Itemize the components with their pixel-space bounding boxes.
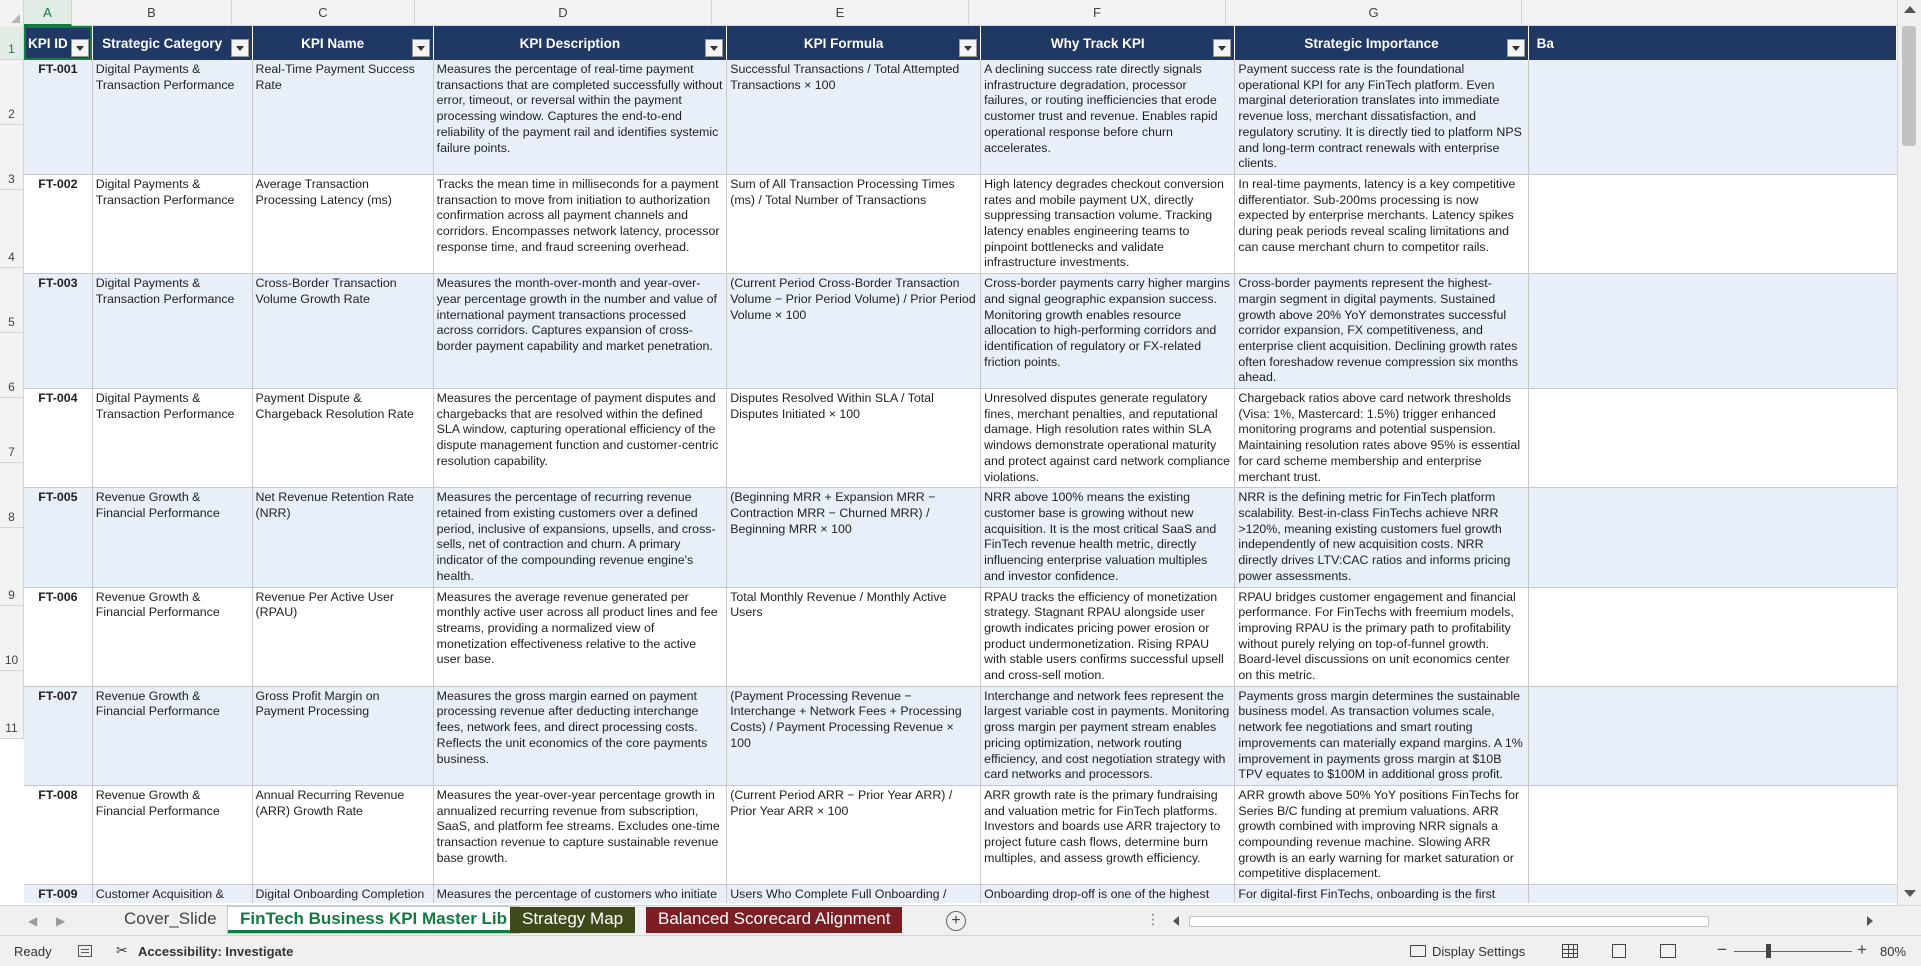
partial-cell[interactable] xyxy=(1528,587,1896,686)
sheet-tab-cover-slide[interactable]: Cover_Slide xyxy=(112,907,230,933)
why-cell[interactable]: Onboarding drop-off is one of the highest xyxy=(981,885,1235,903)
kpi-name-cell[interactable]: Average Transaction Processing Latency (ms) xyxy=(252,174,433,273)
filter-dropdown-icon[interactable] xyxy=(412,39,430,57)
macro-icon[interactable] xyxy=(78,945,92,957)
table-row xyxy=(24,488,1897,587)
description-cell[interactable]: Measures the gross margin earned on payment processing revenue after deducting interchange fees, network fees, and direct processing costs. Reflects the unit economics of the core payments business. xyxy=(433,686,727,785)
header-kpi-description[interactable]: KPI Description xyxy=(433,26,727,60)
formula-cell[interactable]: Total Monthly Revenue / Monthly Active Users xyxy=(727,587,981,686)
category-cell[interactable]: Digital Payments & Transaction Performance xyxy=(92,274,252,389)
importance-cell[interactable]: ARR growth above 50% YoY positions FinTechs for Series B/C funding at premium valuations. ARR growth combined with improving NRR signals a compounding revenue machine. Slowing ARR growth is an early warning for market saturation or competitive displacement. xyxy=(1235,785,1528,884)
kpi-table xyxy=(24,26,1897,903)
category-cell[interactable]: Digital Payments & Transaction Performance xyxy=(92,60,252,174)
why-cell[interactable]: NRR above 100% means the existing customer base is growing without new acquisition. It is the most critical SaaS and FinTech revenue health metric, directly influencing enterprise valuation multiples and investor confidence. xyxy=(981,488,1235,587)
kpi-id-cell[interactable]: FT-006 xyxy=(24,587,92,686)
why-cell[interactable]: Cross-border payments carry higher margins and signal geographic expansion success. Monitoring growth enables resource allocation to high-performing corridors and identification of regulatory or FX-related friction points. xyxy=(981,274,1235,389)
column-letter-f[interactable]: F xyxy=(969,0,1226,26)
row-number[interactable]: 10 xyxy=(0,606,24,671)
column-letter-e[interactable]: E xyxy=(712,0,969,26)
worksheet-grid xyxy=(24,26,1897,903)
header-partial-column[interactable]: Ba xyxy=(1528,26,1896,60)
scroll-up-icon[interactable] xyxy=(1904,6,1916,13)
sheet-tab-kpi-master-lib[interactable]: FinTech Business KPI Master Lib xyxy=(228,907,519,933)
header-strategic-importance[interactable]: Strategic Importance xyxy=(1235,26,1528,60)
zoom-out-button[interactable]: − xyxy=(1717,940,1727,959)
scroll-right-icon[interactable] xyxy=(1867,916,1873,926)
partial-cell[interactable] xyxy=(1528,686,1896,785)
row-number[interactable]: 2 xyxy=(0,60,24,125)
tab-splitter-icon[interactable]: ⋮ xyxy=(1146,911,1160,927)
row-number[interactable]: 4 xyxy=(0,190,24,268)
row-number[interactable]: 7 xyxy=(0,398,24,463)
kpi-id-cell[interactable]: FT-002 xyxy=(24,174,92,273)
formula-cell[interactable]: (Payment Processing Revenue − Interchange + Network Fees + Processing Costs) / Payment Processing Revenue × 100 xyxy=(727,686,981,785)
category-cell[interactable]: Revenue Growth & Financial Performance xyxy=(92,488,252,587)
add-sheet-icon[interactable]: + xyxy=(946,911,966,931)
importance-cell[interactable]: For digital-first FinTechs, onboarding is the first xyxy=(1235,885,1528,903)
kpi-id-cell[interactable]: FT-008 xyxy=(24,785,92,884)
why-cell[interactable]: High latency degrades checkout conversion rates and mobile payment UX, directly suppressing transaction volume. Tracking latency enables engineering teams to pinpoint bottlenecks and validate infrastructure investments. xyxy=(981,174,1235,273)
partial-cell[interactable] xyxy=(1528,488,1896,587)
kpi-id-cell[interactable]: FT-003 xyxy=(24,274,92,389)
sheet-tab-balanced-scorecard[interactable]: Balanced Scorecard Alignment xyxy=(646,907,902,933)
column-letter-c[interactable]: C xyxy=(232,0,415,26)
importance-cell[interactable]: Payment success rate is the foundational operational KPI for any FinTech platform. Even marginal deterioration translates into immediate revenue loss, merchant dissatisfaction, and regulatory scrutiny. It is directly tied to platform NPS and long-term contract renewals with enterprise clients. xyxy=(1235,60,1528,174)
kpi-name-cell[interactable]: Annual Recurring Revenue (ARR) Growth Rate xyxy=(252,785,433,884)
page-layout-icon[interactable] xyxy=(1612,944,1626,958)
category-cell[interactable]: Customer Acquisition & xyxy=(92,885,252,903)
select-all-corner[interactable] xyxy=(0,0,24,26)
why-cell[interactable]: ARR growth rate is the primary fundraising and valuation metric for FinTech platforms. Investors and boards use ARR trajectory to project future cash flows, determine burn multiples, and assess growth efficiency. xyxy=(981,785,1235,884)
header-strategic-category[interactable]: Strategic Category xyxy=(92,26,252,60)
description-cell[interactable]: Measures the percentage of payment disputes and chargebacks that are resolved within the defined SLA window, capturing operational efficiency of the dispute management function and customer-centric resolution capability. xyxy=(433,389,727,488)
row-number[interactable]: 9 xyxy=(0,528,24,606)
kpi-name-cell[interactable]: Net Revenue Retention Rate (NRR) xyxy=(252,488,433,587)
partial-cell[interactable] xyxy=(1528,60,1896,174)
row-number[interactable]: 8 xyxy=(0,463,24,528)
table-row xyxy=(24,174,1897,273)
kpi-name-cell[interactable]: Cross-Border Transaction Volume Growth Rate xyxy=(252,274,433,389)
kpi-name-cell[interactable]: Payment Dispute & Chargeback Resolution Rate xyxy=(252,389,433,488)
row-number[interactable]: 5 xyxy=(0,268,24,333)
row-number[interactable]: 3 xyxy=(0,125,24,190)
scroll-left-icon[interactable] xyxy=(1173,916,1179,926)
category-cell[interactable]: Revenue Growth & Financial Performance xyxy=(92,686,252,785)
table-row xyxy=(24,686,1897,785)
column-letter-b[interactable]: B xyxy=(72,0,232,26)
partial-cell[interactable] xyxy=(1528,274,1896,389)
filter-dropdown-icon[interactable] xyxy=(705,39,723,57)
description-cell[interactable]: Measures the average revenue generated per monthly active user across all product lines and fee streams, providing a normalized view of monetization effectiveness relative to the active user base. xyxy=(433,587,727,686)
filter-dropdown-icon[interactable] xyxy=(1507,39,1525,57)
formula-cell[interactable]: (Current Period Cross-Border Transaction Volume − Prior Period Volume) / Prior Period Volume × 100 xyxy=(727,274,981,389)
column-letter-a[interactable]: A xyxy=(24,0,72,26)
description-cell[interactable]: Tracks the mean time in milliseconds for a payment transaction to move from initiation to authorization confirmation across all payment channels and corridors. Encompasses network latency, processor response time, and fraud screening overhead. xyxy=(433,174,727,273)
table-row xyxy=(24,274,1897,389)
formula-cell[interactable]: (Beginning MRR + Expansion MRR − Contraction MRR − Churned MRR) / Beginning MRR × 100 xyxy=(727,488,981,587)
vertical-scrollbar[interactable] xyxy=(1897,0,1921,905)
column-header-strip xyxy=(0,0,1921,26)
row-number[interactable]: 6 xyxy=(0,333,24,398)
zoom-slider[interactable] xyxy=(1734,951,1852,952)
accessibility-status[interactable]: Accessibility: Investigate xyxy=(138,944,294,959)
column-letter-g[interactable]: G xyxy=(1226,0,1522,26)
row-number-1[interactable]: 1 xyxy=(0,26,24,60)
filter-dropdown-icon[interactable] xyxy=(71,39,89,57)
table-row xyxy=(24,60,1897,174)
kpi-id-cell[interactable]: FT-001 xyxy=(24,60,92,174)
table-row xyxy=(24,785,1897,884)
header-kpi-name[interactable]: KPI Name xyxy=(252,26,433,60)
header-kpi-id[interactable]: KPI ID xyxy=(24,26,92,60)
table-row xyxy=(24,587,1897,686)
column-letter-d[interactable]: D xyxy=(415,0,712,26)
importance-cell[interactable]: Cross-border payments represent the highest-margin segment in digital payments. Sustained growth above 20% YoY demonstrates successful corridor expansion, FX competitiveness, and enterprise client acquisition. Declining growth rates often foreshadow revenue compression six months ahead. xyxy=(1235,274,1528,389)
sheet-tab-bar xyxy=(0,905,1921,935)
formula-cell[interactable]: Disputes Resolved Within SLA / Total Disputes Initiated × 100 xyxy=(727,389,981,488)
display-settings-button[interactable]: Display Settings xyxy=(1432,944,1526,959)
importance-cell[interactable]: In real-time payments, latency is a key competitive differentiator. Sub-200ms processing is now expected by enterprise merchants. Latency spikes during peak periods reveal scaling limitations and can cause merchant churn to competitor rails. xyxy=(1235,174,1528,273)
importance-cell[interactable]: Payments gross margin determines the sustainable business model. As transaction volumes scale, network fee negotiations and smart routing improvements can materially expand margins. A 1% improvement in payments gross margin at $10B TPV equates to $100M in additional gross profit. xyxy=(1235,686,1528,785)
formula-cell[interactable]: Sum of All Transaction Processing Times (ms) / Total Number of Transactions xyxy=(727,174,981,273)
filter-dropdown-icon[interactable] xyxy=(959,39,977,57)
row-number[interactable]: 11 xyxy=(0,671,24,739)
formula-cell[interactable]: (Current Period ARR − Prior Year ARR) / Prior Year ARR × 100 xyxy=(727,785,981,884)
scroll-down-icon[interactable] xyxy=(1904,890,1916,897)
status-bar xyxy=(0,935,1921,966)
next-sheet-icon[interactable]: ▶ xyxy=(56,914,66,928)
importance-cell[interactable]: Chargeback ratios above card network thresholds (Visa: 1%, Mastercard: 1.5%) trigger enhanced monitoring programs and potential suspension. Maintaining resolution rates above 95% is essential for card scheme membership and enterprise merchant trust. xyxy=(1235,389,1528,488)
why-cell[interactable]: A declining success rate directly signals infrastructure degradation, processor failures, or routing inefficiencies that erode customer trust and revenue. Enables rapid operational response before churn accelerates. xyxy=(981,60,1235,174)
partial-cell[interactable] xyxy=(1528,885,1896,903)
header-kpi-formula[interactable]: KPI Formula xyxy=(727,26,981,60)
status-ready: Ready xyxy=(14,944,52,959)
horizontal-scrollbar[interactable] xyxy=(1169,912,1877,930)
partial-cell[interactable] xyxy=(1528,174,1896,273)
horizontal-scroll-thumb[interactable] xyxy=(1189,916,1709,927)
filter-dropdown-icon[interactable] xyxy=(1213,39,1231,57)
category-cell[interactable]: Revenue Growth & Financial Performance xyxy=(92,587,252,686)
kpi-id-cell[interactable]: FT-005 xyxy=(24,488,92,587)
kpi-id-cell[interactable]: FT-007 xyxy=(24,686,92,785)
category-cell[interactable]: Digital Payments & Transaction Performance xyxy=(92,174,252,273)
zoom-in-button[interactable]: + xyxy=(1857,940,1867,959)
sheet-tab-strategy-map[interactable]: Strategy Map xyxy=(510,907,635,933)
why-cell[interactable]: RPAU tracks the efficiency of monetization strategy. Stagnant RPAU alongside user growth indicates pricing power erosion or product undermonetization. Rising RPAU with stable users confirms successful upsell and cross-sell motion. xyxy=(981,587,1235,686)
description-cell[interactable]: Measures the percentage of customers who initiate xyxy=(433,885,727,903)
partial-cell[interactable] xyxy=(1528,785,1896,884)
page-break-icon[interactable] xyxy=(1660,944,1676,958)
filter-dropdown-icon[interactable] xyxy=(231,39,249,57)
category-cell[interactable]: Digital Payments & Transaction Performance xyxy=(92,389,252,488)
kpi-id-cell[interactable]: FT-004 xyxy=(24,389,92,488)
kpi-name-cell[interactable]: Revenue Per Active User (RPAU) xyxy=(252,587,433,686)
description-cell[interactable]: Measures the month-over-month and year-over-year percentage growth in the number and value of international payment transactions processed across corridors. Captures expansion of cross-border payment capability and market penetration. xyxy=(433,274,727,389)
category-cell[interactable]: Revenue Growth & Financial Performance xyxy=(92,785,252,884)
kpi-name-cell[interactable]: Digital Onboarding Completion xyxy=(252,885,433,903)
table-row xyxy=(24,389,1897,488)
formula-cell[interactable]: Successful Transactions / Total Attempted Transactions × 100 xyxy=(727,60,981,174)
description-cell[interactable]: Measures the percentage of recurring revenue retained from existing customers over a defined period, inclusive of expansions, upsells, and cross-sells, net of contraction and churn. A primary indicator of the compounding revenue engine's health. xyxy=(433,488,727,587)
kpi-name-cell[interactable]: Gross Profit Margin on Payment Processing xyxy=(252,686,433,785)
header-why-track-kpi[interactable]: Why Track KPI xyxy=(981,26,1235,60)
kpi-id-cell[interactable]: FT-009 xyxy=(24,885,92,903)
accessibility-icon[interactable]: ✂ xyxy=(116,942,128,958)
display-settings-icon[interactable] xyxy=(1410,945,1426,957)
formula-cell[interactable]: Users Who Complete Full Onboarding / xyxy=(727,885,981,903)
why-cell[interactable]: Unresolved disputes generate regulatory fines, merchant penalties, and reputational damage. High resolution rates within SLA windows demonstrate operational maturity and protect against card network compliance violations. xyxy=(981,389,1235,488)
why-cell[interactable]: Interchange and network fees represent the largest variable cost in payments. Monitoring gross margin per payment stream enables pricing optimization, network routing efficiency, and cost negotiation strategy with card networks and processors. xyxy=(981,686,1235,785)
description-cell[interactable]: Measures the year-over-year percentage growth in annualized recurring revenue from subscription, SaaS, and platform fee streams. Excludes one-time transaction revenue to capture sustainable revenue base growth. xyxy=(433,785,727,884)
table-row xyxy=(24,885,1897,903)
prev-sheet-icon[interactable]: ◀ xyxy=(28,914,38,928)
vertical-scroll-thumb[interactable] xyxy=(1902,26,1916,146)
zoom-slider-thumb[interactable] xyxy=(1766,944,1771,958)
kpi-name-cell[interactable]: Real-Time Payment Success Rate xyxy=(252,60,433,174)
normal-view-icon[interactable] xyxy=(1562,944,1578,958)
zoom-level[interactable]: 80% xyxy=(1880,944,1907,959)
description-cell[interactable]: Measures the percentage of real-time payment transactions that are completed successfully without error, timeout, or reversal within the payment processing window. Captures the end-to-end reliability of the payment rail and identifies systemic failure points. xyxy=(433,60,727,174)
importance-cell[interactable]: NRR is the defining metric for FinTech platform scalability. Best-in-class FinTechs achieve NRR >120%, meaning existing customers fuel growth independently of new acquisition costs. NRR directly drives LTV:CAC ratios and informs pricing power assessments. xyxy=(1235,488,1528,587)
importance-cell[interactable]: RPAU bridges customer engagement and financial performance. For FinTechs with freemium models, improving RPAU is the primary path to profitability without purely relying on top-of-funnel growth. Board-level discussions on unit economics center on this metric. xyxy=(1235,587,1528,686)
partial-cell[interactable] xyxy=(1528,389,1896,488)
